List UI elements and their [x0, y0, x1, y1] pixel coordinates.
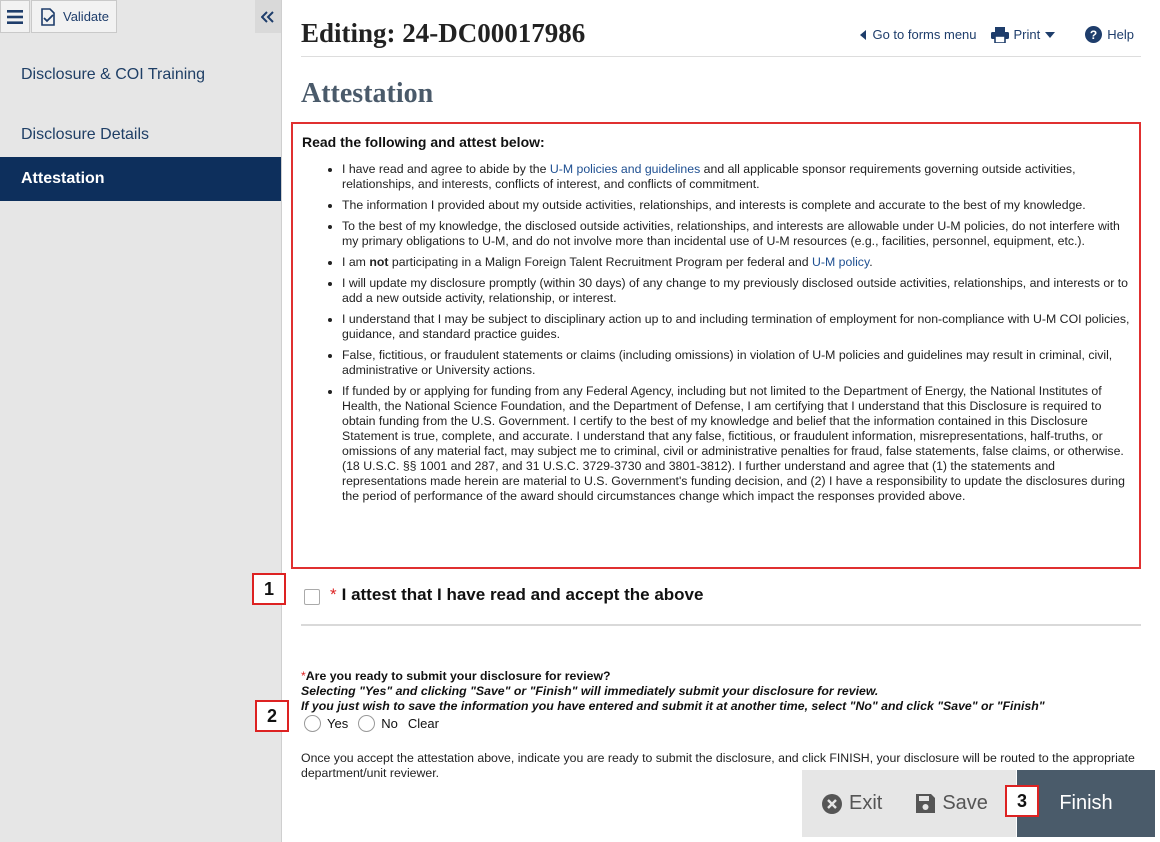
routing-info-text: Once you accept the attestation above, indicate you are ready to submit the disclosure, and click FINISH, your disclosure will be routed to the appropriate department/unit reviewer. [301, 751, 1135, 780]
sidebar [0, 0, 282, 842]
double-chevron-left-icon [261, 11, 275, 23]
question-note-1: Selecting "Yes" and clicking "Save" or "Finish" will immediately submit your disclosure for review. [301, 684, 879, 698]
floppy-disk-icon [916, 794, 935, 813]
sidebar-item-disclosure-details[interactable]: Disclosure Details [21, 126, 150, 143]
attestation-heading: Read the following and attest below: [302, 134, 545, 150]
um-policies-link[interactable]: U-M policies and guidelines [549, 162, 701, 176]
page-title: Editing: 24-DC00017986 [301, 18, 586, 48]
close-circle-icon [822, 794, 842, 814]
sidebar-item-attestation[interactable]: Attestation [0, 157, 281, 201]
validate-button[interactable] [31, 0, 117, 33]
footer-action-bar [802, 770, 1016, 837]
list-item: • The information I provided about my outside activities, relationships, and interests is complete and accurate to the best of my knowledge. [342, 198, 1131, 213]
section-divider [301, 624, 1141, 626]
list-item: • I understand that I may be subject to disciplinary action up to and including termination of employment for non-compliance with U-M COI policies, guidance, and standard practice guides. [342, 312, 1131, 342]
menu-button[interactable] [0, 0, 30, 33]
callout-badge-1: 1 [252, 573, 286, 605]
print-button[interactable] [991, 27, 1056, 43]
save-label: Save [942, 792, 988, 814]
header-links [846, 26, 1134, 43]
radio-yes-label[interactable]: Yes [327, 716, 349, 731]
caret-left-icon [860, 30, 867, 40]
list-item: • To the best of my knowledge, the disclosed outside activities, relationships, and interests are allowable under U-M policies, do not interfere with my primary obligations to U-M, and do not involve more than incidental use of U-M resources (e.g., facilities, personnel, equipment, etc.). [342, 219, 1131, 249]
list-item: • I have read and agree to abide by the U-M policies and guidelines and all applicable sponsor requirements governing outside activities, relationships, and interests, conflicts of interest, and conflicts of commitment. [342, 162, 1131, 192]
svg-text:?: ? [1090, 28, 1098, 42]
question-note-2: If you just wish to save the information you have entered and submit it at another time, select "No" and click "Save" or "Finish" [301, 699, 1045, 713]
radio-no[interactable] [358, 715, 375, 732]
list-item: • I am not participating in a Malign Foreign Talent Recruitment Program per federal and U-M policy. [342, 255, 1131, 270]
collapse-sidebar-button[interactable] [255, 0, 281, 33]
section-title: Attestation [301, 78, 434, 109]
attest-checkbox-row [304, 585, 703, 605]
validate-label: Validate [62, 9, 109, 24]
question-text: Are you ready to submit your disclosure for review? [305, 669, 611, 683]
hamburger-icon [7, 10, 23, 24]
radio-no-label[interactable]: No [381, 716, 398, 731]
caret-down-icon [1045, 32, 1055, 38]
exit-button[interactable] [822, 792, 882, 815]
list-item: • False, fictitious, or fraudulent statements or claims (including omissions) in violation of U-M policies and guidelines may result in criminal, civil, administrative or University actions. [342, 348, 1131, 378]
help-link[interactable] [1085, 26, 1134, 43]
radio-yes[interactable] [304, 715, 321, 732]
sidebar-item-training[interactable]: Disclosure & COI Training [21, 66, 206, 83]
attest-checkbox-label[interactable]: * I attest that I have read and accept the above [330, 585, 704, 604]
submit-question [301, 669, 1045, 714]
required-marker: * [301, 669, 306, 683]
validate-icon [39, 8, 57, 26]
help-icon [1085, 26, 1102, 43]
list-item: • I will update my disclosure promptly (within 30 days) of any change to my previously disclosed outside activities, relationships, and interests or to add a new outside activity, relationship, or interest. [342, 276, 1131, 306]
print-label: Print [1013, 27, 1041, 42]
help-label: Help [1107, 27, 1134, 42]
required-marker: * [330, 585, 337, 604]
attestation-box [291, 122, 1141, 569]
clear-selection-link[interactable]: Clear [407, 716, 439, 731]
um-policy-link[interactable]: U-M policy [812, 255, 870, 269]
attestation-list [302, 162, 1131, 504]
header-divider [301, 56, 1141, 57]
forms-menu-label: Go to forms menu [872, 27, 977, 42]
printer-icon [991, 27, 1009, 43]
callout-badge-3: 3 [1005, 785, 1039, 817]
submit-radio-group [304, 715, 439, 732]
list-item: • If funded by or applying for funding from any Federal Agency, including but not limited to the Department of Energy, the National Institutes of Health, the National Science Foundation, and the Department of Defense, I am certifying that I understand that this Disclosure is required to obtain funding from the U.S. Government. I certify to the best of my knowledge and belief that the information contained in this Disclosure Statement is true, complete, and accurate. I understand that any false, fictitious, or fraudulent information, misrepresentations, half-truths, or omissions of any material fact, may subject me to criminal, civil or administrative penalties for fraud, false statements, false claims, or otherwise. (18 U.S.C. §§ 1001 and 287, and 31 U.S.C. 3729-3730 and 3801-3812). I further understand and agree that (1) the statements and representations made herein are material to U.S. Government's funding decision, and (2) I have a responsibility to update the disclosures during the period of performance of the award should circumstances change which impact the responses provided above. [342, 384, 1131, 504]
go-to-forms-menu-link[interactable] [860, 27, 976, 42]
exit-label: Exit [849, 792, 883, 814]
sidebar-toolbar [0, 0, 281, 33]
finish-button[interactable]: Finish [1017, 770, 1155, 837]
callout-badge-2: 2 [255, 700, 289, 732]
attest-checkbox[interactable] [304, 589, 320, 605]
save-button[interactable] [916, 792, 988, 815]
